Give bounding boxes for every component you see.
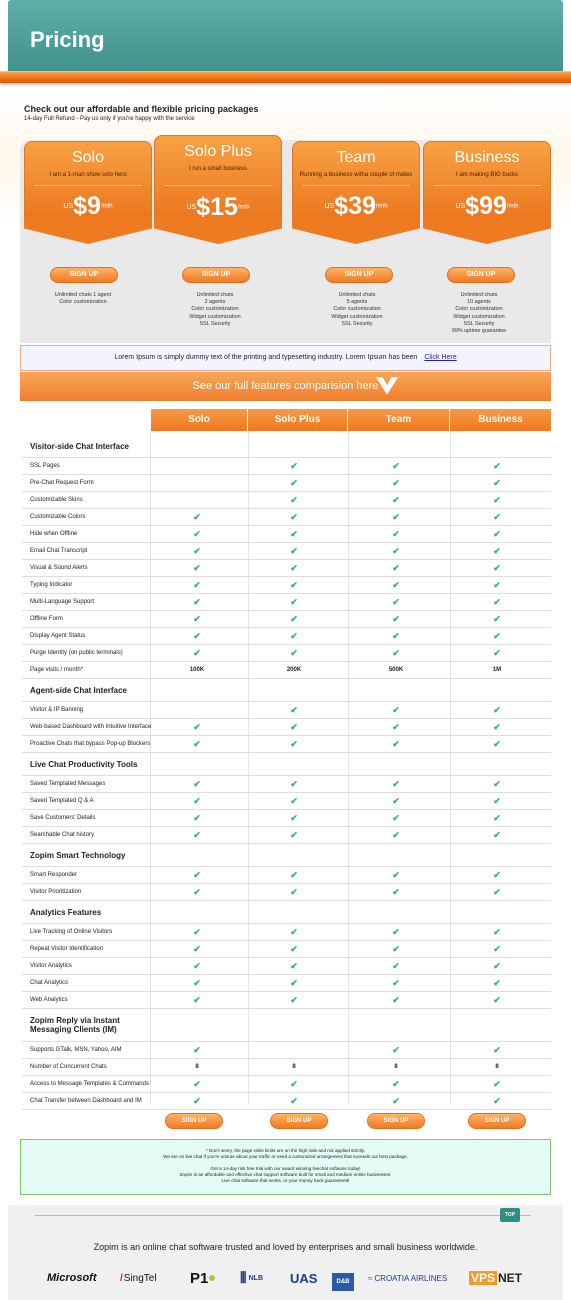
feature-label: SSL Pages [30, 462, 60, 469]
check-icon: ✔ [392, 869, 400, 880]
plan-price-amount: $39 [334, 192, 376, 220]
table-row [22, 509, 551, 526]
check-icon: ✔ [193, 994, 201, 1005]
logo-croatia-text: CROATIA AIRLINES [374, 1273, 448, 1283]
plan-currency: US [455, 203, 466, 210]
feature-label: Supports GTalk, MSN, Yahoo, AIM [30, 1046, 122, 1053]
plan-features [424, 292, 534, 335]
feature-label: Chat Transfer between Dashboard and IM [30, 1097, 142, 1104]
check-icon: ✔ [290, 494, 298, 505]
check-icon: ✔ [392, 886, 400, 897]
check-icon: ✔ [290, 1078, 298, 1089]
check-icon: ✔ [193, 1095, 201, 1106]
table-row [22, 867, 551, 884]
signup-button[interactable]: SIGN UP [325, 267, 393, 283]
column-header-1: Solo Plus [248, 409, 347, 431]
check-icon: ✔ [193, 596, 201, 607]
feature-label: Customizable Skins [30, 496, 83, 503]
check-icon: ✔ [493, 562, 501, 573]
check-icon: ✔ [392, 647, 400, 658]
compare-features-label: See our full features comparision here [192, 380, 379, 392]
check-icon: ✔ [290, 812, 298, 823]
table-row [22, 611, 551, 628]
plan-description: I am making BIG bucks [455, 172, 519, 178]
feature-label: Saved Templated Q & A [30, 797, 94, 804]
logo-nlb-text: NLB [248, 1274, 263, 1282]
check-icon: ✔ [493, 1095, 501, 1106]
check-icon: ✔ [392, 1095, 400, 1106]
check-icon: ✔ [493, 812, 501, 823]
check-icon: ✔ [193, 960, 201, 971]
plan-card-3 [423, 141, 551, 281]
table-row [22, 560, 551, 577]
plan-name: Solo [71, 149, 105, 166]
check-icon: ✔ [493, 613, 501, 624]
check-icon: ✔ [290, 738, 298, 749]
plan-feature-item: Unlimited chats 1 agent [54, 292, 112, 298]
table-row [22, 736, 551, 753]
plan-price [154, 193, 282, 222]
logo-microsoft: Microsoft [47, 1272, 97, 1284]
section-header-row [22, 901, 551, 924]
plan-currency: US [324, 203, 335, 210]
plan-price [24, 192, 152, 221]
logo-singtel-text: SingTel [123, 1272, 157, 1284]
table-row [22, 719, 551, 736]
section-header-row [22, 753, 551, 776]
plan-feature-item: SSL Security [341, 320, 373, 327]
check-icon: ✔ [392, 613, 400, 624]
check-icon: ✔ [290, 977, 298, 988]
check-icon: ✔ [290, 579, 298, 590]
feature-label: Offline Form [30, 615, 63, 622]
intro-subtext: 14-day Full Refund - Pay us only if you're happy with the service [24, 116, 195, 122]
signup-button[interactable]: SIGN UP [182, 267, 250, 283]
check-icon: ✔ [493, 943, 501, 954]
section-header-row [22, 844, 551, 867]
check-icon: ✔ [392, 812, 400, 823]
header-banner [8, 0, 563, 74]
plan-currency: US [63, 203, 74, 210]
plan-price-amount: $15 [196, 193, 238, 221]
check-icon: ✔ [193, 812, 201, 823]
check-icon: ✔ [392, 1044, 400, 1055]
footer-divider [35, 1215, 531, 1216]
plan-card-2 [292, 141, 420, 281]
check-icon: ✔ [290, 795, 298, 806]
logo-vpsnet [469, 1269, 522, 1287]
check-icon: ✔ [392, 528, 400, 539]
logo-croatia-airlines: ≈ CROATIA AIRLINES [368, 1273, 448, 1283]
check-icon: ✔ [493, 795, 501, 806]
check-icon: ✔ [193, 545, 201, 556]
check-icon: ✔ [392, 994, 400, 1005]
check-icon: ✔ [392, 926, 400, 937]
table-row [22, 1042, 551, 1059]
check-icon: ✔ [392, 460, 400, 471]
section-header-row [22, 679, 551, 702]
disclaimer-line: Get a 14-day risk free trial with our award winning livechat software today! [210, 1166, 361, 1171]
check-icon: ✔ [392, 778, 400, 789]
table-row [22, 1059, 551, 1076]
logo-dnb: D&B [332, 1273, 354, 1291]
section-title: Agent-side Chat Interface [30, 685, 127, 695]
section-title: Zopim Smart Technology [30, 850, 126, 860]
check-icon: ✔ [193, 1078, 201, 1089]
check-icon: ✔ [193, 613, 201, 624]
plan-feature-item: Widget customization [331, 313, 383, 320]
check-icon: ✔ [392, 545, 400, 556]
logo-uas: UAS [290, 1270, 318, 1286]
feature-label: Display Agent Status [30, 632, 86, 639]
feature-label: Saved Templated Messages [30, 780, 106, 787]
check-icon: ✔ [392, 494, 400, 505]
check-icon: ✔ [493, 511, 501, 522]
check-icon: ✔ [392, 630, 400, 641]
table-row [22, 492, 551, 509]
table-row [22, 941, 551, 958]
check-icon: ✔ [493, 977, 501, 988]
orange-divider [0, 71, 571, 83]
feature-label: Hide when Offline [30, 530, 78, 537]
plan-card-chevron [423, 218, 551, 244]
plan-features [302, 292, 412, 328]
feature-label: Web-based Dashboard with Intuitive Interface [30, 723, 152, 730]
plan-feature-item: Color customization [59, 299, 107, 306]
plan-card-chevron [292, 218, 420, 244]
table-cell-value: 1M [492, 667, 502, 673]
check-icon: ✔ [193, 943, 201, 954]
plan-divider [433, 185, 541, 186]
check-icon: ✔ [493, 1044, 501, 1055]
table-cell-value: 100K [189, 667, 205, 673]
check-icon: ✔ [493, 926, 501, 937]
check-icon: ✔ [290, 926, 298, 937]
feature-label: Web Analytics [30, 996, 68, 1003]
click-here-link[interactable]: Click Here [424, 354, 457, 361]
check-icon: ✔ [193, 511, 201, 522]
notice-text: Lorem Ipsum is simply dummy text of the printing and typesetting industry. Lorem Ipsum has been [114, 354, 418, 361]
disclaimer-line: Zopim is an affordable and effective chat support software built for small and medium online businesses. [179, 1172, 392, 1177]
table-row [22, 992, 551, 1009]
feature-label: Live Tracking of Online Visitors [30, 928, 113, 935]
check-icon: ✔ [290, 943, 298, 954]
logo-vps-text: VPS [471, 1271, 496, 1285]
check-icon: ✔ [290, 994, 298, 1005]
check-icon: ✔ [493, 545, 501, 556]
plan-price [292, 192, 420, 221]
table-row [22, 827, 551, 844]
section-title: Visitor-side Chat Interface [30, 441, 129, 451]
plan-price-amount: $9 [73, 192, 101, 220]
plan-feature-item: Widget customization [453, 313, 505, 320]
check-icon: ✔ [193, 647, 201, 658]
plan-name: Business [454, 149, 520, 166]
table-row [22, 645, 551, 662]
plan-card-0 [24, 141, 152, 281]
table-cell-value: 500K [388, 667, 404, 673]
feature-label: Save Customers' Details [30, 814, 96, 821]
feature-label: Visual & Sound Alerts [30, 564, 88, 571]
check-icon: ✔ [290, 596, 298, 607]
table-row [22, 884, 551, 901]
column-header-2: Team [348, 409, 449, 431]
section-title: Analytics Features [30, 907, 102, 917]
section-title: Zopim Reply via Instant Messaging Clients (IM) [30, 1016, 120, 1034]
check-icon: ✔ [290, 647, 298, 658]
check-icon: ✔ [193, 869, 201, 880]
feature-label: Visitor Analytics [30, 962, 72, 969]
table-row [22, 810, 551, 827]
check-icon: ✔ [493, 869, 501, 880]
logo-nlb: ⦀ NLB [240, 1269, 263, 1287]
feature-label: Access to Message Templates & Commands [30, 1080, 149, 1087]
table-row [22, 475, 551, 492]
check-icon: ✔ [392, 829, 400, 840]
table-cell-value: 8 [394, 1064, 398, 1070]
check-icon: ✔ [290, 886, 298, 897]
compare-features-bar[interactable] [20, 372, 551, 401]
section-header-row [22, 435, 551, 458]
check-icon: ✔ [493, 1078, 501, 1089]
plan-feature-item: 99% uptime guarantee [451, 328, 507, 335]
plan-features [160, 292, 270, 328]
plan-price-period: /mth [506, 203, 519, 210]
check-icon: ✔ [290, 562, 298, 573]
feature-label: Chat Analytics [30, 979, 69, 986]
check-icon: ✔ [392, 596, 400, 607]
plan-currency: US [186, 204, 197, 211]
check-icon: ✔ [193, 528, 201, 539]
table-cell-value: 8 [292, 1064, 296, 1070]
table-cell-value: 200K [286, 667, 302, 673]
feature-label: Multi-Language Support [30, 598, 95, 605]
signup-button[interactable]: SIGN UP [165, 1113, 223, 1129]
check-icon: ✔ [193, 778, 201, 789]
plan-name: Team [336, 149, 376, 166]
check-icon: ✔ [493, 778, 501, 789]
check-icon: ✔ [392, 511, 400, 522]
disclaimer-line: Live chat software that works, or your money back guaranteed! [221, 1178, 350, 1183]
check-icon: ✔ [493, 460, 501, 471]
section-header-row [22, 1009, 551, 1042]
feature-label: Purge Identity (on public terminals) [30, 649, 123, 656]
table-row [22, 543, 551, 560]
check-icon: ✔ [493, 596, 501, 607]
check-icon: ✔ [193, 738, 201, 749]
feature-label: Repeat Visitor Identification [30, 945, 103, 952]
plan-description: Running a business witha couple of mates [299, 172, 413, 178]
check-icon: ✔ [493, 579, 501, 590]
check-icon: ✔ [493, 960, 501, 971]
feature-label: Number of Concurrent Chats [30, 1063, 107, 1070]
check-icon: ✔ [193, 977, 201, 988]
disclaimer-line: * Don't worry, the page visits limits are on the high side and not applied strictly. [205, 1148, 365, 1153]
table-cell-value: 8 [495, 1064, 499, 1070]
check-icon: ✔ [193, 795, 201, 806]
disclaimer-line: We are on live chat if you're unsure about your traffic or need a customized arrangement that exceeds our best package. [163, 1154, 408, 1159]
check-icon: ✔ [493, 647, 501, 658]
check-icon: ✔ [392, 943, 400, 954]
intro-headline: Check out our affordable and flexible pricing packages [24, 104, 259, 114]
check-icon: ✔ [193, 829, 201, 840]
check-icon: ✔ [392, 562, 400, 573]
logo-singtel: / SingTel [120, 1272, 157, 1284]
check-icon: ✔ [392, 704, 400, 715]
plan-feature-item: 5 agents [346, 299, 368, 306]
chevron-down-icon [376, 375, 398, 397]
check-icon: ✔ [290, 829, 298, 840]
check-icon: ✔ [493, 704, 501, 715]
feature-label: Proactive Chats that bypass Pop-up Blockers [30, 740, 151, 747]
check-icon: ✔ [290, 545, 298, 556]
feature-label: Email Chat Transcript [30, 547, 88, 554]
plan-feature-item: Color customization [191, 306, 239, 313]
check-icon: ✔ [290, 528, 298, 539]
check-icon: ✔ [290, 511, 298, 522]
plan-feature-item: SSL Security [199, 320, 231, 327]
back-to-top-button[interactable]: TOP [500, 1208, 520, 1222]
plan-divider [164, 185, 272, 186]
plan-description: I am a 1-man show solo hero [49, 172, 127, 178]
table-row [22, 458, 551, 475]
plan-card-chevron [24, 218, 152, 244]
check-icon: ✔ [493, 630, 501, 641]
feature-label: Smart Responder [30, 871, 78, 878]
table-row [22, 702, 551, 719]
check-icon: ✔ [290, 460, 298, 471]
table-row [22, 1076, 551, 1093]
footer [8, 1205, 563, 1300]
plan-feature-item: Color customization [333, 306, 381, 313]
table-cell-value: 8 [195, 1064, 199, 1070]
table-row [22, 793, 551, 810]
table-row [22, 958, 551, 975]
check-icon: ✔ [392, 477, 400, 488]
check-icon: ✔ [392, 579, 400, 590]
plan-price-period: /mth [237, 204, 250, 211]
plan-feature-item: 2 agents [204, 299, 226, 306]
check-icon: ✔ [290, 477, 298, 488]
check-icon: ✔ [493, 528, 501, 539]
plan-card-1 [154, 135, 282, 275]
check-icon: ✔ [493, 721, 501, 732]
check-icon: ✔ [193, 562, 201, 573]
feature-label: Visitor & IP Banning [30, 706, 84, 713]
check-icon: ✔ [392, 738, 400, 749]
signup-button[interactable]: SIGN UP [447, 267, 515, 283]
check-icon: ✔ [493, 477, 501, 488]
table-row [22, 577, 551, 594]
plan-price-period: /mth [100, 203, 113, 210]
signup-button[interactable]: SIGN UP [50, 267, 118, 283]
table-row [22, 526, 551, 543]
plan-price-period: /mth [375, 203, 388, 210]
feature-label: Customizable Colors [30, 513, 86, 520]
column-header-3: Business [450, 409, 551, 431]
check-icon: ✔ [493, 994, 501, 1005]
check-icon: ✔ [392, 977, 400, 988]
check-icon: ✔ [193, 886, 201, 897]
check-icon: ✔ [290, 1095, 298, 1106]
feature-label: Page visits / month* [30, 666, 84, 673]
check-icon: ✔ [493, 738, 501, 749]
plan-feature-item: Unlimited chats [460, 292, 498, 298]
plan-feature-item: 10 agents [467, 299, 491, 306]
check-icon: ✔ [290, 721, 298, 732]
logo-net-text: NET [498, 1271, 523, 1285]
table-row [22, 776, 551, 793]
check-icon: ✔ [290, 960, 298, 971]
check-icon: ✔ [193, 926, 201, 937]
feature-label: Pre-Chat Request Form [30, 479, 94, 486]
plan-description: I run a small business [188, 166, 248, 172]
plan-price [423, 192, 551, 221]
table-row [22, 662, 551, 679]
signup-button[interactable]: SIGN UP [270, 1113, 328, 1129]
plan-feature-item: Widget customization [189, 313, 241, 320]
feature-label: Searchable Chat history [30, 831, 95, 838]
column-header-0: Solo [151, 409, 247, 431]
feature-label: Typing Indicator [30, 581, 73, 588]
plan-feature-item: Color customization [455, 306, 503, 313]
plan-divider [34, 185, 142, 186]
notice-bar [20, 345, 551, 371]
intro [24, 104, 259, 122]
table-row [22, 594, 551, 611]
table-row [22, 924, 551, 941]
disclaimer-box [20, 1139, 551, 1195]
check-icon: ✔ [290, 869, 298, 880]
plan-divider [302, 185, 410, 186]
check-icon: ✔ [392, 795, 400, 806]
plan-feature-item: SSL Security [463, 320, 495, 327]
check-icon: ✔ [290, 613, 298, 624]
check-icon: ✔ [193, 579, 201, 590]
check-icon: ✔ [493, 494, 501, 505]
page-title: Pricing [30, 27, 105, 52]
plan-feature-item: Unlimited chats [338, 292, 376, 298]
check-icon: ✔ [493, 829, 501, 840]
check-icon: ✔ [493, 886, 501, 897]
check-icon: ✔ [392, 721, 400, 732]
check-icon: ✔ [290, 778, 298, 789]
plan-features [28, 292, 138, 306]
table-row [22, 1093, 551, 1110]
signup-button[interactable]: SIGN UP [367, 1113, 425, 1129]
check-icon: ✔ [193, 721, 201, 732]
logo-p1-text: P1 [190, 1269, 209, 1287]
plan-name: Solo Plus [184, 143, 252, 160]
check-icon: ✔ [392, 960, 400, 971]
feature-label: Visitor Prioritization [30, 888, 82, 895]
plan-feature-item: Unlimited chats [196, 292, 234, 298]
footer-tagline: Zopim is an online chat software trusted and loved by enterprises and small business worldwide. [93, 1242, 478, 1252]
logo-p1 [190, 1269, 215, 1287]
check-icon: ✔ [392, 1078, 400, 1089]
check-icon: ✔ [193, 630, 201, 641]
section-title: Live Chat Productivity Tools [30, 759, 138, 769]
check-icon: ✔ [193, 1044, 201, 1055]
plan-price-amount: $99 [465, 192, 507, 220]
check-icon: ✔ [290, 704, 298, 715]
check-icon: ✔ [290, 630, 298, 641]
signup-button[interactable]: SIGN UP [468, 1113, 526, 1129]
table-row [22, 628, 551, 645]
table-row [22, 975, 551, 992]
